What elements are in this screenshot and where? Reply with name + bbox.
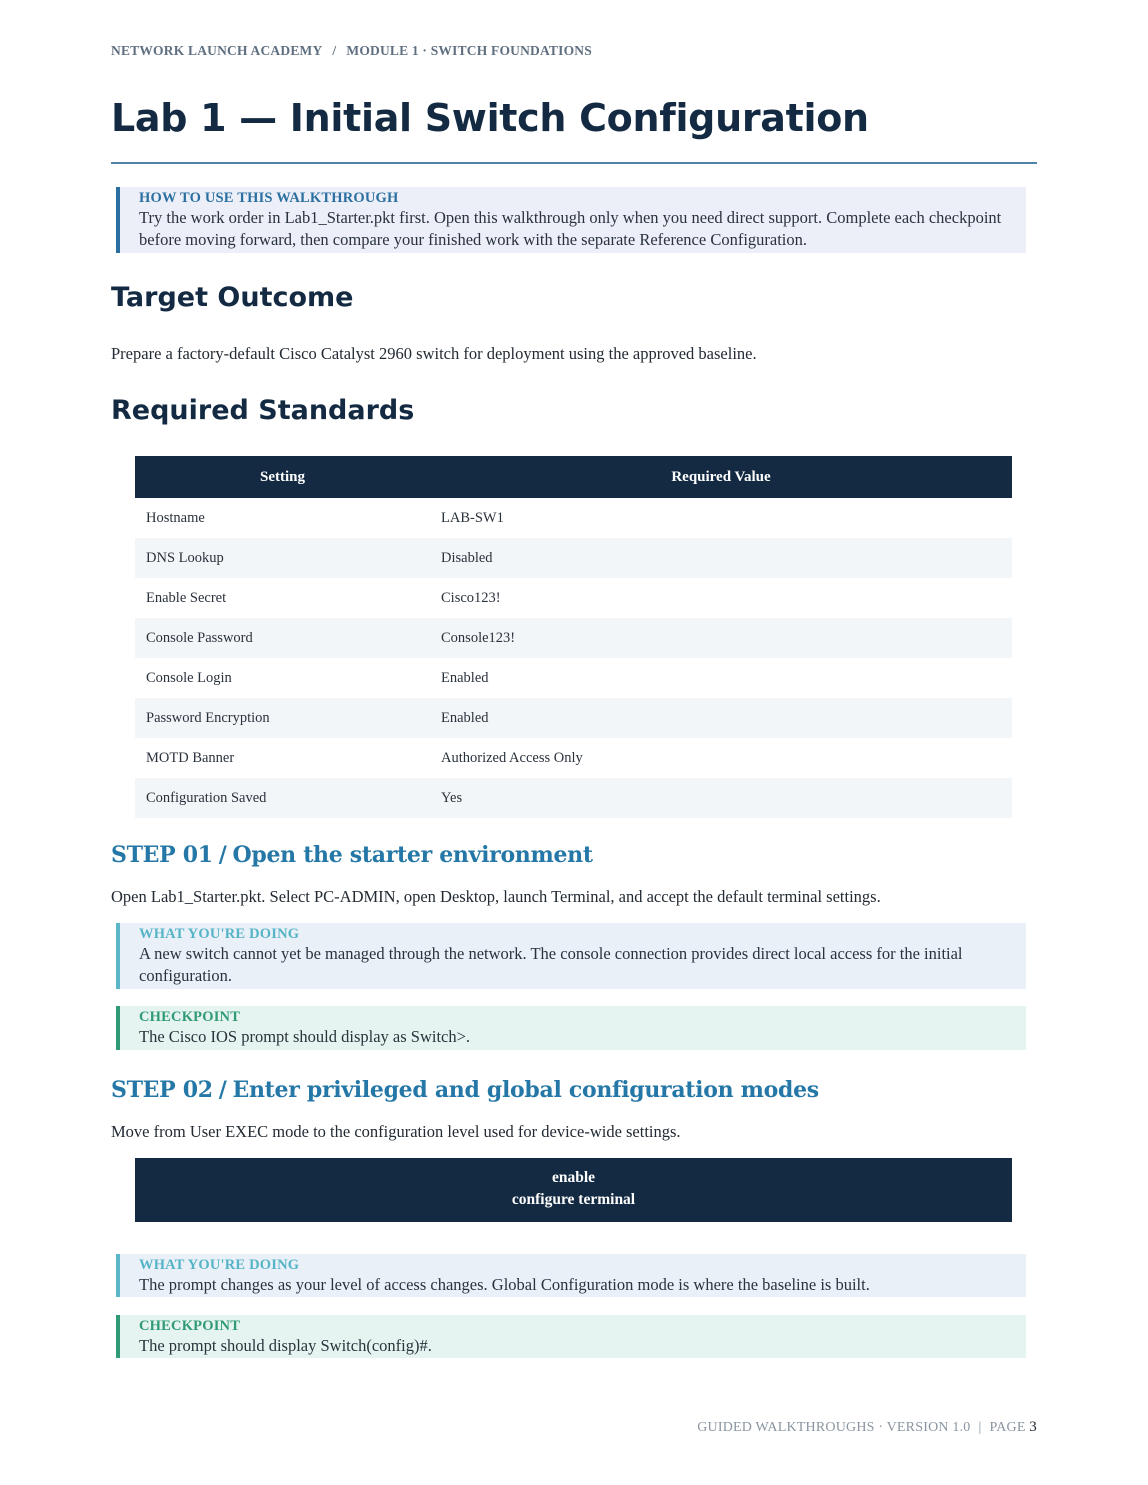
step-01-number: STEP 01 <box>111 842 213 868</box>
footer-page-number: 3 <box>1029 1419 1037 1435</box>
page-title: Lab 1 — Initial Switch Configuration <box>111 96 869 140</box>
setting-cell: Hostname <box>146 509 205 526</box>
step-02-instructions: Move from User EXEC mode to the configuration level used for device-wide settings. <box>111 1122 681 1141</box>
step-02-checkpoint-label: CHECKPOINT <box>139 1318 241 1334</box>
step-01-heading <box>111 842 593 868</box>
breadcrumb <box>111 43 592 59</box>
setting-cell: MOTD Banner <box>146 749 235 766</box>
step-02-slash: / <box>218 1077 227 1103</box>
step-02-checkpoint-callout <box>116 1315 1026 1358</box>
table-row <box>135 498 1012 538</box>
setting-cell: Configuration Saved <box>135 778 430 818</box>
setting-cell: Console Password <box>135 618 430 658</box>
step-02-what-label: WHAT YOU'RE DOING <box>139 1257 300 1273</box>
command-line: enable <box>551 1169 596 1186</box>
howto-label: HOW TO USE THIS WALKTHROUGH <box>139 190 399 206</box>
step-01-checkpoint-body: The Cisco IOS prompt should display as Switch>. <box>139 1027 471 1046</box>
step-02-title: Enter privileged and global configuration modes <box>232 1077 819 1103</box>
step-01-instructions: Open Lab1_Starter.pkt. Select PC-ADMIN, open Desktop, launch Terminal, and accept the default terminal settings. <box>111 887 881 906</box>
table-row <box>135 738 1012 778</box>
step-01-what-body: A new switch cannot yet be managed through the network. The console connection provides direct local access for the initial configuration. <box>139 944 963 985</box>
value-cell: Yes <box>430 778 1012 818</box>
step-01-checkpoint-label: CHECKPOINT <box>139 1009 241 1025</box>
value-cell: LAB-SW1 <box>441 509 504 526</box>
table-row <box>135 658 1012 698</box>
step-02-what-callout <box>116 1254 1026 1297</box>
step-02-number: STEP 02 <box>111 1077 213 1103</box>
table-header-row <box>135 456 1012 498</box>
setting-cell: Password Encryption <box>135 698 430 738</box>
footer-text: GUIDED WALKTHROUGHS · VERSION 1.0 <box>697 1420 971 1435</box>
breadcrumb-separator: / <box>332 43 337 58</box>
value-cell: Enabled <box>441 669 489 686</box>
step-02-heading <box>111 1077 819 1103</box>
page-footer <box>697 1419 1037 1436</box>
table-row <box>135 618 1012 658</box>
value-cell: Enabled <box>430 698 1012 738</box>
value-cell: Authorized Access Only <box>441 749 583 766</box>
table-row <box>135 538 1012 578</box>
command-code-block <box>135 1158 1012 1222</box>
value-cell: Console123! <box>430 618 1012 658</box>
step-02-what-body: The prompt changes as your level of access changes. Global Configuration mode is where the baseline is built. <box>139 1275 870 1294</box>
table-row <box>135 578 1012 618</box>
footer-page-label: PAGE <box>989 1420 1026 1435</box>
column-header-required-value: Required Value <box>430 456 1012 498</box>
target-outcome-text: Prepare a factory-default Cisco Catalyst 2960 switch for deployment using the approved baseline. <box>111 344 757 363</box>
title-divider <box>111 162 1037 164</box>
standards-table <box>135 456 1012 818</box>
howto-callout <box>116 187 1026 253</box>
step-02-checkpoint-body: The prompt should display Switch(config)#. <box>139 1336 432 1355</box>
setting-cell: Enable Secret <box>146 589 227 606</box>
setting-cell: Console Login <box>146 669 232 686</box>
required-standards-heading: Required Standards <box>111 395 415 426</box>
value-cell: Cisco123! <box>441 589 501 606</box>
breadcrumb-module: MODULE 1 · SWITCH FOUNDATIONS <box>346 43 592 58</box>
value-cell: Disabled <box>430 538 1012 578</box>
step-01-checkpoint-callout <box>116 1006 1026 1050</box>
step-01-slash: / <box>218 842 227 868</box>
setting-cell: DNS Lookup <box>135 538 430 578</box>
column-header-setting: Setting <box>135 456 430 498</box>
table-row <box>135 778 1012 818</box>
target-outcome-heading: Target Outcome <box>111 282 354 313</box>
step-01-what-label: WHAT YOU'RE DOING <box>139 926 300 942</box>
breadcrumb-org: NETWORK LAUNCH ACADEMY <box>111 43 323 58</box>
command-line: configure terminal <box>511 1191 636 1208</box>
footer-separator: | <box>978 1420 982 1435</box>
table-row <box>135 698 1012 738</box>
step-01-what-callout <box>116 923 1026 989</box>
howto-body: Try the work order in Lab1_Starter.pkt first. Open this walkthrough only when you need direct support. Complete each checkpoint before moving forward, then compare your finished work with the separate Reference Configuration. <box>139 208 1002 249</box>
step-01-title: Open the starter environment <box>232 842 593 868</box>
